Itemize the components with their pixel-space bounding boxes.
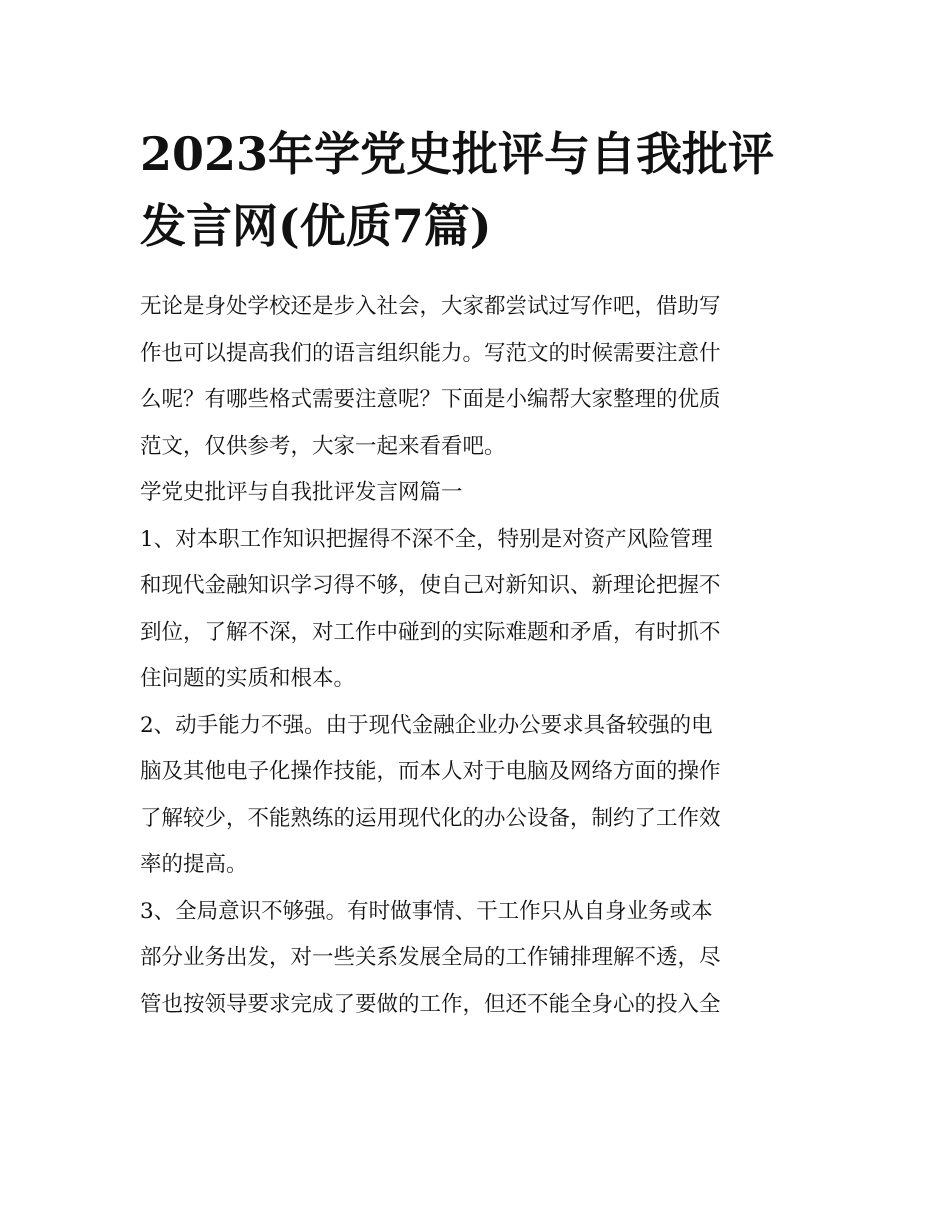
text-line: 住问题的实质和根本。 xyxy=(140,666,356,691)
text-line: 和现代金融知识学习得不够，使自己对新知识、新理论把握不 xyxy=(140,573,721,598)
list-item-1 xyxy=(140,517,816,703)
text-line: 么呢？有哪些格式需要注意呢？下面是小编帮大家整理的优质 xyxy=(140,387,721,412)
text-line: 3、全局意识不够强。有时做事情、干工作只从自身业务或本 xyxy=(140,898,713,924)
text-line: 范文，仅供参考，大家一起来看看吧。 xyxy=(140,433,506,459)
text-line: 管也按领导要求完成了要做的工作，但还不能全身心的投入全 xyxy=(140,991,721,1017)
text-line: 了解较少，不能熟练的运用现代化的办公设备，制约了工作效 xyxy=(140,805,721,831)
text-line: 到位，了解不深，对工作中碰到的实际难题和矛盾，有时抓不 xyxy=(140,619,721,645)
document-title xyxy=(140,118,816,262)
text-line: 部分业务出发，对一些关系发展全局的工作铺排理解不透，尽 xyxy=(140,945,721,970)
text-line: 1、对本职工作知识把握得不深不全，特别是对资产风险管理 xyxy=(140,526,713,552)
text-line: 无论是身处学校还是步入社会，大家都尝试过写作吧，借助写 xyxy=(140,294,721,319)
title-line: 发言网(优质7篇) xyxy=(140,199,492,253)
list-item-2 xyxy=(140,703,816,889)
text-line: 脑及其他电子化操作技能，而本人对于电脑及网络方面的操作 xyxy=(140,759,721,784)
text-line: 率的提高。 xyxy=(140,852,248,877)
title-line: 2023年学党史批评与自我批评 xyxy=(140,127,775,181)
section-heading xyxy=(140,470,816,517)
text-line: 2、动手能力不强。由于现代金融企业办公要求具备较强的电 xyxy=(140,712,713,738)
text-line: 作也可以提高我们的语言组织能力。写范文的时候需要注意什 xyxy=(140,340,721,366)
list-item-3 xyxy=(140,889,816,1029)
document-body xyxy=(140,284,816,1028)
document-page xyxy=(140,118,816,1028)
intro-paragraph xyxy=(140,284,816,470)
text-line: 学党史批评与自我批评发言网篇一 xyxy=(140,480,463,505)
